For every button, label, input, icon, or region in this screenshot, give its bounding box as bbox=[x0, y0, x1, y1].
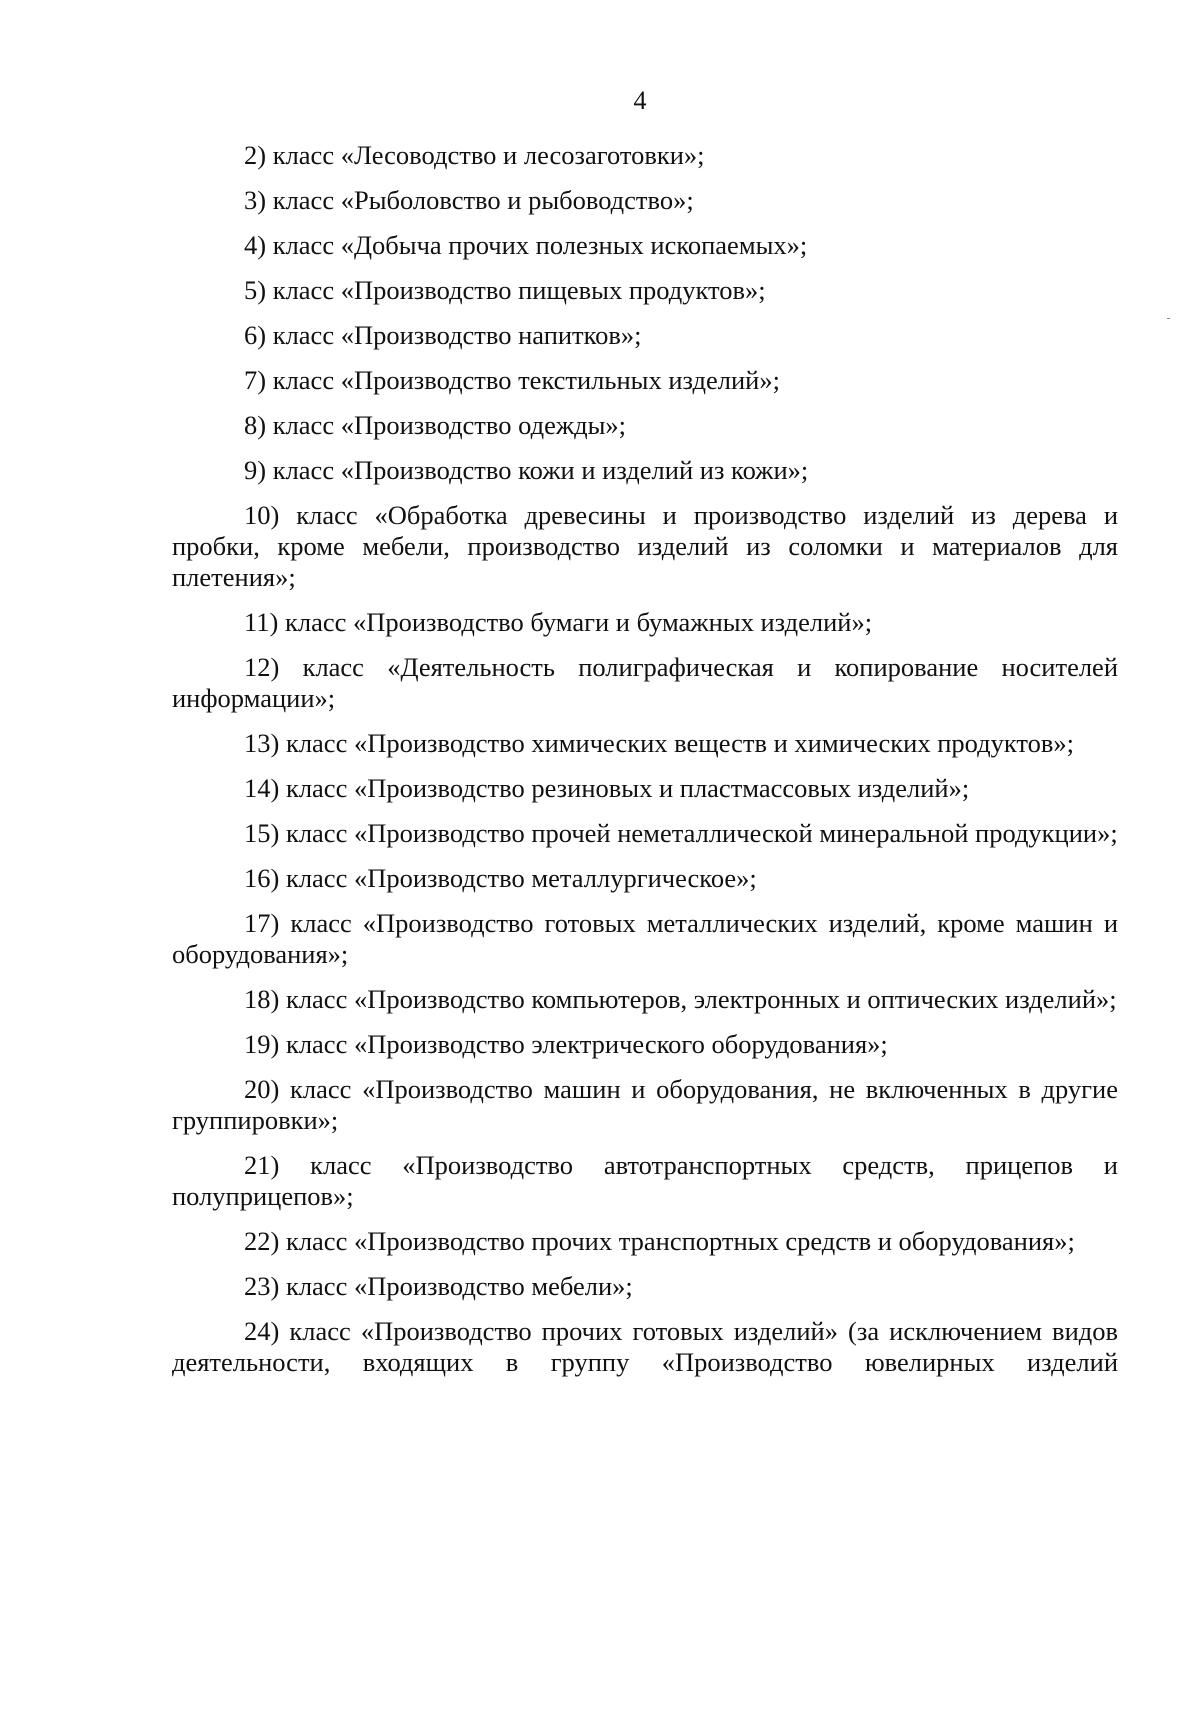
document-body bbox=[172, 140, 1118, 1392]
list-item: 24) класс «Производство прочих готовых изделий» (за исключением видов деятельности, входящих в группу «Производство ювелирных изделий bbox=[172, 1316, 1118, 1377]
list-item: 9) класс «Производство кожи и изделий из кожи»; bbox=[244, 455, 809, 485]
list-item: 10) класс «Обработка древесины и производство изделий из дерева и пробки, кроме мебели, производство изделий из соломки и материалов для плетения»; bbox=[172, 500, 1118, 592]
list-item: 20) класс «Производство машин и оборудования, не включенных в другие группировки»; bbox=[172, 1074, 1118, 1135]
list-item: 3) класс «Рыболовство и рыбоводство»; bbox=[244, 185, 694, 215]
list-item: 13) класс «Производство химических веществ и химических продуктов»; bbox=[244, 728, 1075, 758]
list-item: 15) класс «Производство прочей неметаллической минеральной продукции»; bbox=[244, 818, 1118, 848]
list-item: 5) класс «Производство пищевых продуктов»; bbox=[244, 275, 766, 305]
list-item: 17) класс «Производство готовых металлических изделий, кроме машин и оборудования»; bbox=[172, 908, 1118, 969]
list-item: 21) класс «Производство автотранспортных средств, прицепов и полуприцепов»; bbox=[172, 1150, 1118, 1211]
list-item: 11) класс «Производство бумаги и бумажных изделий»; bbox=[244, 607, 873, 637]
page-number: 4 bbox=[633, 86, 647, 115]
list-item: 4) класс «Добыча прочих полезных ископаемых»; bbox=[244, 230, 808, 260]
scan-speck bbox=[1167, 318, 1170, 319]
list-item: 12) класс «Деятельность полиграфическая и копирование носителей информации»; bbox=[172, 652, 1118, 713]
list-item: 6) класс «Производство напитков»; bbox=[244, 320, 642, 350]
list-item: 8) класс «Производство одежды»; bbox=[244, 410, 627, 440]
list-item: 16) класс «Производство металлургическое»; bbox=[244, 863, 757, 893]
list-item: 23) класс «Производство мебели»; bbox=[244, 1271, 633, 1301]
list-item: 19) класс «Производство электрического оборудования»; bbox=[244, 1029, 888, 1059]
list-item: 7) класс «Производство текстильных изделий»; bbox=[244, 365, 780, 395]
list-item: 2) класс «Лесоводство и лесозаготовки»; bbox=[244, 140, 705, 170]
list-item: 14) класс «Производство резиновых и пластмассовых изделий»; bbox=[244, 773, 970, 803]
list-item: 18) класс «Производство компьютеров, электронных и оптических изделий»; bbox=[244, 984, 1117, 1014]
list-item: 22) класс «Производство прочих транспортных средств и оборудования»; bbox=[244, 1226, 1075, 1256]
